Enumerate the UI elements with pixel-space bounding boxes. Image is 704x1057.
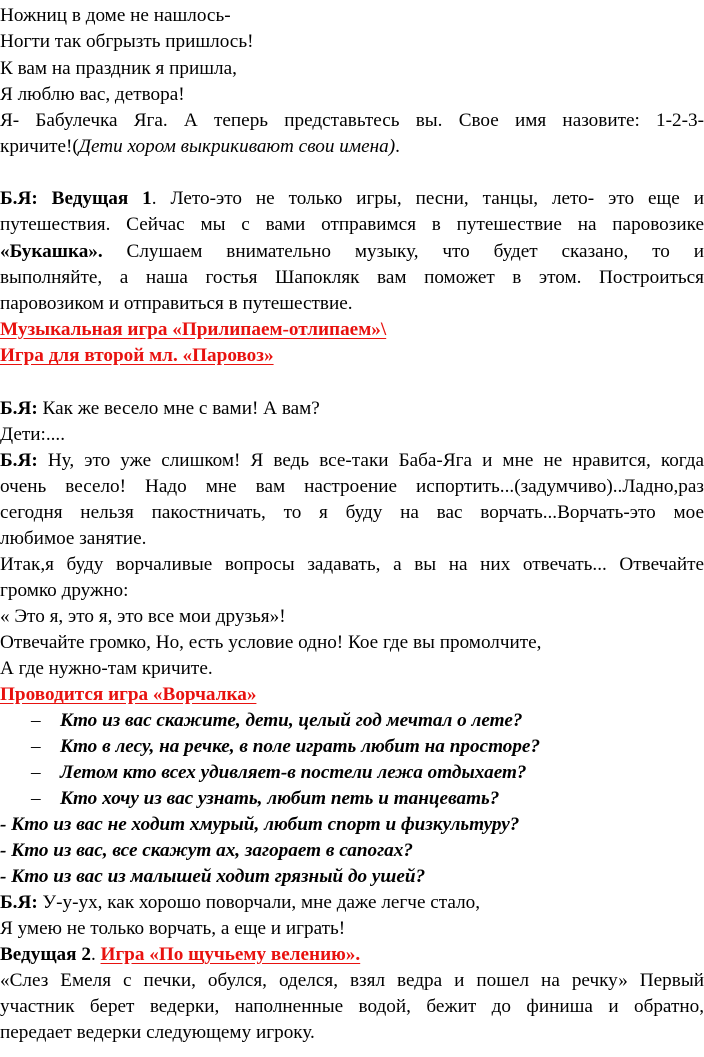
question-item: - Кто из вас, все скажут ах, загорает в сапогах?	[0, 840, 413, 861]
dialog-kids: Дети:....	[0, 424, 66, 445]
dash-bullet: –	[31, 762, 41, 783]
poem-line-6: кричите!(Дети хором выкрикивают свои имена).	[0, 136, 400, 157]
game-heading-4: Игра «По щучьему велению».	[100, 944, 361, 965]
poem-line-1: Ножниц в доме не нашлось-	[0, 5, 231, 26]
ending-line-5: участник берет ведерки, наполненные водой, бежит до финиша и обратно,	[0, 996, 704, 1017]
stage-direction: Дети хором выкрикивают свои имена)	[78, 136, 396, 157]
speaker-label: Ведущая 2	[0, 944, 91, 965]
question-item: – Кто в лесу, на речке, в поле играть любит на просторе?	[0, 734, 704, 760]
dash-bullet: –	[31, 710, 41, 731]
poem-line-2: Ногти так обгрызть пришлось!	[0, 31, 254, 52]
game-heading-1: Музыкальная игра «Прилипаем-отлипаем»\	[0, 319, 387, 340]
game-heading-3: Проводится игра «Ворчалка»	[0, 684, 257, 705]
dash-bullet: –	[31, 788, 41, 809]
dialog-line-1: Б.Я: Как же весело мне с вами! А вам?	[0, 398, 320, 419]
speaker-label: Б.Я: Ведущая 1	[0, 188, 152, 209]
intro-line-4: выполняйте, а наша гостья Шапокляк вам поможет в этом. Построиться	[0, 267, 704, 288]
ending-line-1: Б.Я: У-у-ух, как хорошо поворчали, мне даже легче стало,	[0, 892, 481, 913]
question-item: - Кто из вас не ходит хмурый, любит спорт и физкультуру?	[0, 814, 520, 835]
ending-line-3: Ведущая 2. Игра «По щучьему велению».	[0, 944, 361, 965]
ending-line-6: передает ведерки следующему игроку.	[0, 1022, 315, 1043]
dialog-line-4: сегодня нельзя пакостничать, то я буду на вас ворчать...Ворчать-это мое	[0, 502, 704, 523]
speaker-label: Б.Я:	[0, 450, 38, 471]
dialog-line-2: Б.Я: Ну, это уже слишком! Я ведь все-таки Баба-Яга и мне не нравится, когда	[0, 450, 704, 471]
speaker-label: Б.Я:	[0, 892, 38, 913]
poem-line-5: Я- Бабулечка Яга. А теперь представьтесь вы. Свое имя назовите: 1-2-3-	[0, 110, 704, 131]
train-name: «Букашка».	[0, 241, 103, 262]
dialog-line-9: Отвечайте громко, Но, есть условие одно! Кое где вы промолчите,	[0, 632, 542, 653]
intro-line-5: паровозиком и отправиться в путешествие.	[0, 293, 353, 314]
dash-bullet: –	[31, 736, 41, 757]
speaker-label: Б.Я:	[0, 398, 38, 419]
dialog-line-3: очень весело! Надо мне вам настроение испортить...(задумчиво)..Ладно,раз	[0, 476, 704, 497]
dialog-line-8: « Это я, это я, это все мои друзья»!	[0, 606, 286, 627]
ending-line-2: Я умею не только ворчать, а еще и играть!	[0, 918, 346, 939]
intro-line-1: Б.Я: Ведущая 1. Лето-это не только игры, песни, танцы, лето- это еще и	[0, 188, 704, 209]
question-item: - Кто из вас из малышей ходит грязный до ушей?	[0, 866, 426, 887]
dialog-line-5: любимое занятие.	[0, 528, 147, 549]
ending-line-4: «Слез Емеля с печки, обулся, оделся, взял ведра и пошел на речку» Первый	[0, 970, 704, 991]
poem-line-3: К вам на праздник я пришла,	[0, 58, 237, 79]
question-item: – Кто хочу из вас узнать, любит петь и танцевать?	[0, 786, 704, 812]
game-heading-2: Игра для второй мл. «Паровоз»	[0, 345, 274, 366]
poem-line-4: Я люблю вас, детвора!	[0, 84, 185, 105]
dialog-line-10: А где нужно-там кричите.	[0, 658, 213, 679]
intro-line-2: путешествия. Сейчас мы с вами отправимся в путешествие на паровозике	[0, 214, 704, 235]
question-item: – Летом кто всех удивляет-в постели лежа отдыхает?	[0, 760, 704, 786]
intro-line-3: «Букашка». Слушаем внимательно музыку, что будет сказано, то и	[0, 241, 704, 262]
dialog-line-6: Итак,я буду ворчаливые вопросы задавать, а вы на них отвечать... Отвечайте	[0, 554, 704, 575]
question-item: – Кто из вас скажите, дети, целый год мечтал о лете?	[0, 708, 704, 734]
dialog-line-7: громко дружно:	[0, 580, 129, 601]
